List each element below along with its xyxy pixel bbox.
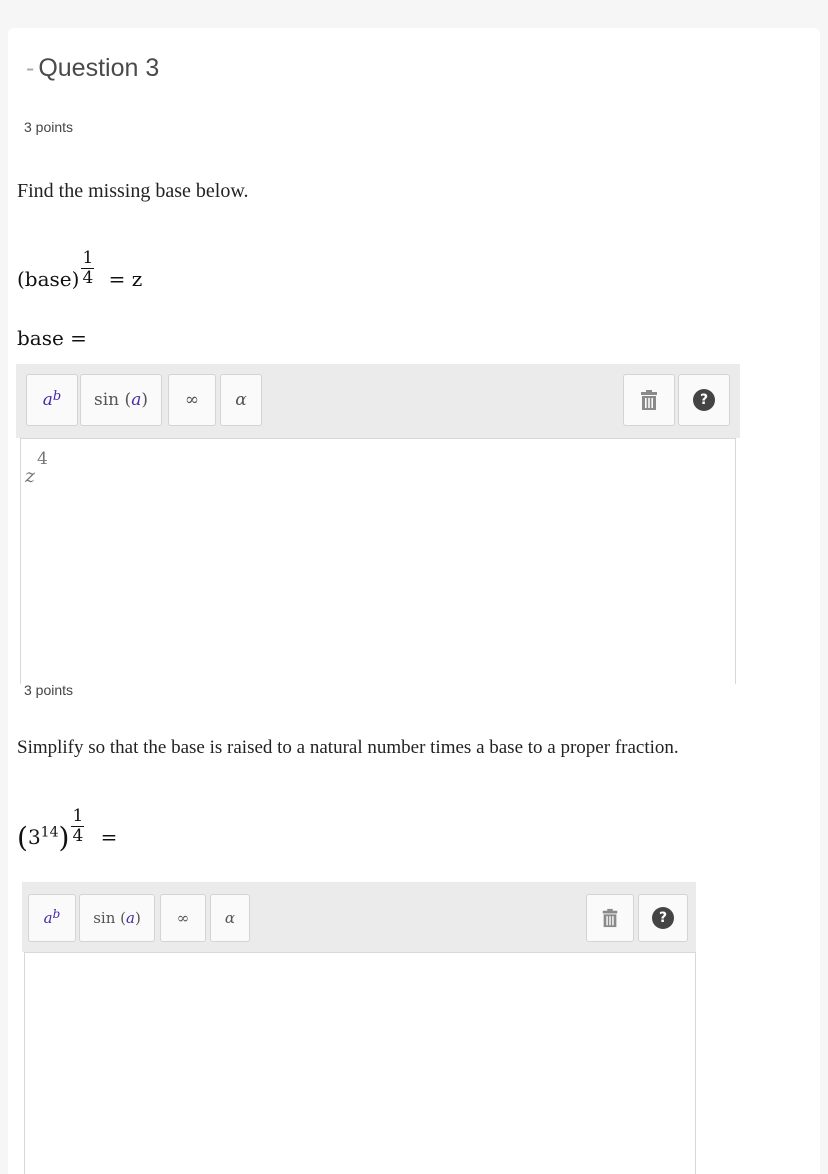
- question-prompt: Find the missing base below.: [17, 180, 249, 202]
- help-button-2[interactable]: [638, 894, 688, 942]
- question-header[interactable]: [26, 54, 159, 83]
- expr-equals: =: [100, 825, 118, 849]
- math-editor-2: [22, 882, 698, 1174]
- open-paren: (: [17, 821, 28, 854]
- close-paren: ): [58, 821, 70, 854]
- equation-rhs: = z: [108, 267, 143, 291]
- expr-inner-exp: 14: [40, 824, 59, 841]
- exponent-fraction: [81, 250, 94, 287]
- infinity-glyph: ∞: [184, 390, 200, 410]
- answer-input-2[interactable]: [24, 952, 696, 1174]
- help-icon: ?: [693, 389, 715, 411]
- answer-label: base =: [17, 326, 87, 350]
- power-exp-glyph: b: [52, 388, 62, 404]
- sin-button-2[interactable]: sin ( a ): [79, 894, 155, 942]
- power-button[interactable]: [26, 374, 78, 426]
- equation: [17, 248, 143, 299]
- trash-button[interactable]: [623, 374, 675, 426]
- greek-button-2[interactable]: [210, 894, 250, 942]
- editor-toolbar: [16, 364, 740, 438]
- greek-button[interactable]: [220, 374, 262, 426]
- expression: [17, 806, 118, 857]
- sin-label-2: sin: [93, 909, 116, 927]
- expr-exp-denominator: 4: [72, 826, 84, 846]
- expr-exp-numerator: 1: [72, 806, 84, 826]
- sin-arg-2: a: [125, 909, 135, 927]
- power-exp-glyph-2: b: [52, 907, 61, 921]
- trash-button-2[interactable]: [586, 894, 634, 942]
- trash-icon-2: [600, 908, 620, 928]
- question2-points: 3 points: [24, 682, 74, 698]
- answer-base: z: [25, 465, 36, 487]
- help-button[interactable]: [678, 374, 730, 426]
- power-base-glyph: a: [42, 390, 53, 410]
- alpha-glyph: α: [235, 390, 247, 410]
- infinity-button[interactable]: [168, 374, 216, 426]
- power-base-glyph-2: a: [43, 909, 53, 927]
- trash-icon: [638, 389, 660, 411]
- power-button-2[interactable]: [28, 894, 76, 942]
- sin-label: sin: [94, 390, 120, 410]
- question2-prompt: Simplify so that the base is raised to a natural number times a base to a proper fraction.: [17, 737, 679, 758]
- collapse-dash[interactable]: -: [26, 54, 35, 82]
- alpha-glyph-2: α: [224, 909, 236, 927]
- expr-base: 3: [27, 825, 41, 849]
- answer-exponent: 4: [37, 449, 48, 469]
- sin-arg: a: [131, 390, 142, 410]
- math-editor: [16, 364, 740, 678]
- question-points: 3 points: [24, 119, 74, 135]
- question-title: Question 3: [38, 54, 160, 82]
- infinity-button-2[interactable]: [160, 894, 206, 942]
- answer-input[interactable]: [20, 438, 736, 684]
- expr-exponent-fraction: [71, 808, 84, 845]
- infinity-glyph-2: ∞: [176, 909, 190, 927]
- exponent-denominator: 4: [82, 268, 94, 288]
- equation-base: (base): [17, 267, 80, 291]
- sin-button[interactable]: sin ( a ): [80, 374, 162, 426]
- editor2-toolbar: [22, 882, 696, 952]
- help-icon-2: ?: [652, 907, 674, 929]
- exponent-numerator: 1: [82, 248, 94, 268]
